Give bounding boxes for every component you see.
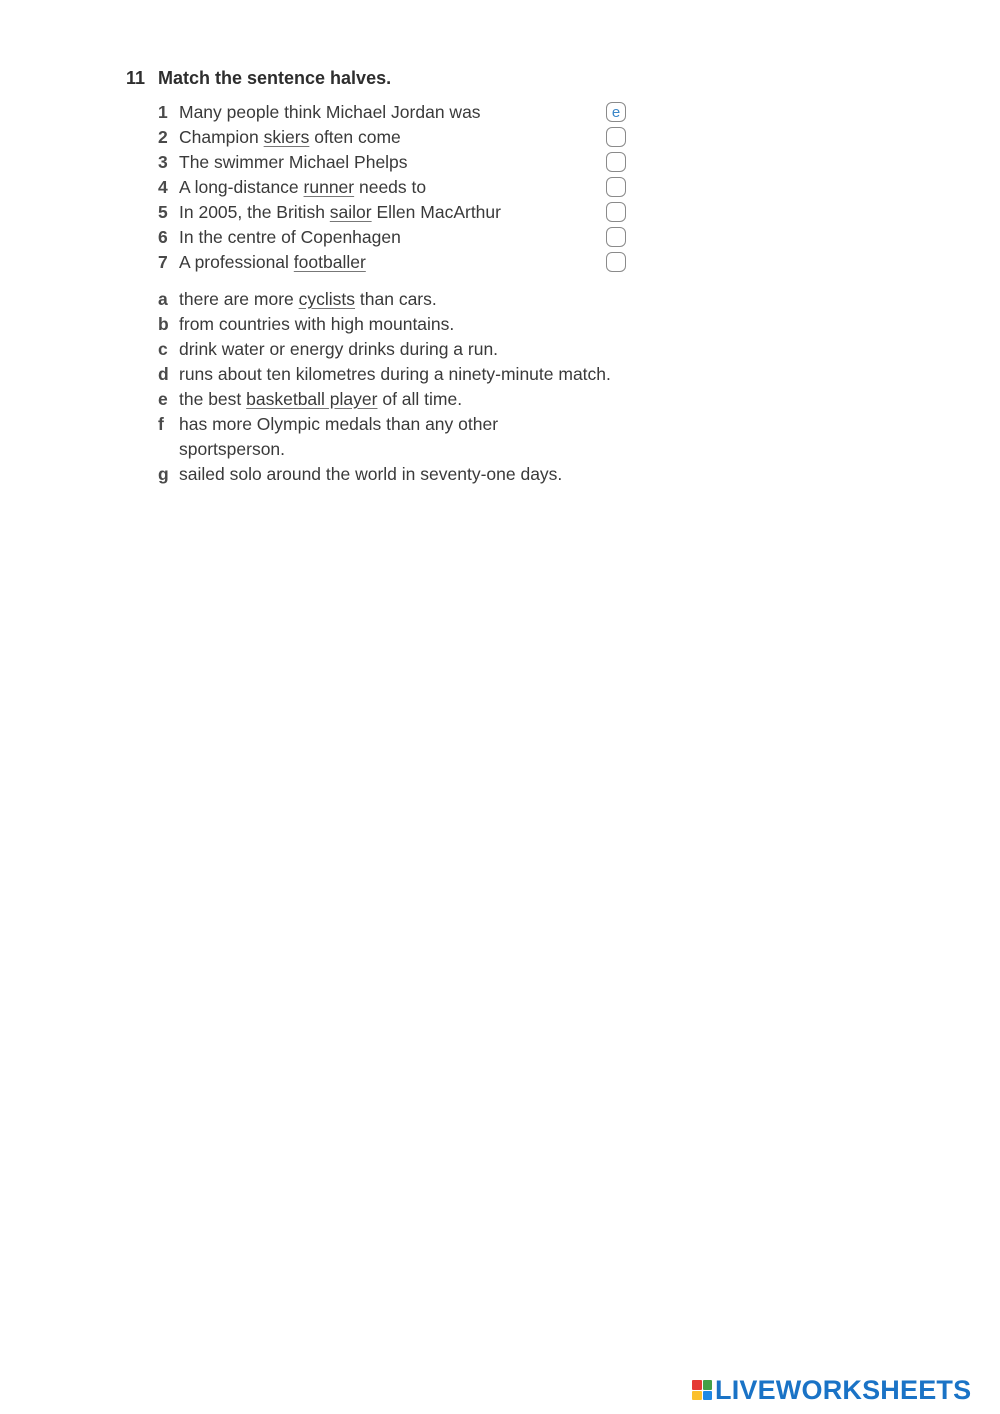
sentence-ending-text — [179, 389, 462, 410]
text-segment: sailed solo around the world in seventy-one days. — [179, 464, 563, 484]
text-segment: there are more — [179, 289, 299, 309]
sentence-beginning-text — [179, 252, 366, 273]
sentence-ending-text — [179, 314, 454, 335]
item-letter: b — [158, 314, 169, 334]
underlined-word: footballer — [293, 252, 366, 272]
item-number: 3 — [158, 152, 168, 172]
sentence-ending-row — [158, 287, 686, 312]
liveworksheets-brand — [692, 1374, 971, 1406]
text-segment: Many people think Michael Jordan was — [179, 102, 481, 122]
item-letter: c — [158, 339, 168, 359]
sentence-ending-row — [158, 312, 686, 337]
text-segment: runs about ten kilometres during a ninety-minute match. — [179, 364, 611, 384]
sentence-beginning-row — [158, 225, 686, 250]
sentence-ending-text — [179, 289, 437, 310]
sentence-beginning-text — [179, 152, 408, 173]
sentence-beginning-row — [158, 100, 686, 125]
logo-square — [703, 1391, 713, 1401]
sentence-beginning-row — [158, 200, 686, 225]
text-segment: The swimmer Michael Phelps — [179, 152, 408, 172]
sentence-ending-row — [158, 462, 686, 487]
sentence-ending-row — [158, 337, 686, 362]
sentence-beginning-text — [179, 127, 401, 148]
item-number: 2 — [158, 127, 168, 147]
logo-square — [692, 1391, 702, 1401]
text-segment: Ellen MacArthur — [371, 202, 501, 222]
text-segment: the best — [179, 389, 247, 409]
answer-box-2[interactable] — [606, 127, 626, 147]
text-segment: of all time. — [377, 389, 463, 409]
item-number: 7 — [158, 252, 168, 272]
answer-box-1[interactable] — [606, 102, 626, 122]
item-letter: a — [158, 289, 168, 309]
sentence-beginning-row — [158, 175, 686, 200]
sentence-beginning-text — [179, 102, 481, 123]
item-letter: d — [158, 364, 169, 384]
item-letter: g — [158, 464, 169, 484]
item-letter: f — [158, 414, 164, 434]
text-segment: drink water or energy drinks during a run. — [179, 339, 499, 359]
underlined-word: basketball player — [246, 389, 378, 409]
answer-box-4[interactable] — [606, 177, 626, 197]
underlined-word: sailor — [329, 202, 372, 222]
text-segment: often come — [309, 127, 401, 147]
answer-box-6[interactable] — [606, 227, 626, 247]
text-segment: A professional — [179, 252, 294, 272]
text-segment: Champion — [179, 127, 264, 147]
answer-box-7[interactable] — [606, 252, 626, 272]
sentence-ending-row — [158, 412, 686, 462]
text-segment: A long-distance — [179, 177, 304, 197]
underlined-word: skiers — [263, 127, 310, 147]
text-segment: from countries with high mountains. — [179, 314, 455, 334]
exercise-number: 11 — [126, 68, 146, 88]
underlined-word: runner — [303, 177, 355, 197]
item-letter: e — [158, 389, 168, 409]
logo-square — [703, 1380, 713, 1390]
sentence-beginning-text — [179, 202, 501, 223]
sentence-beginning-text — [179, 227, 401, 248]
sentence-ending-row — [158, 362, 686, 387]
answer-box-3[interactable] — [606, 152, 626, 172]
sentence-beginning-row — [158, 125, 686, 150]
sentence-beginnings-list — [158, 100, 686, 275]
item-number: 1 — [158, 102, 168, 122]
exercise-11 — [126, 68, 686, 487]
sentence-beginning-text — [179, 177, 426, 198]
sentence-ending-text — [179, 464, 562, 485]
sentence-ending-text — [179, 412, 549, 462]
answer-box-5[interactable] — [606, 202, 626, 222]
text-segment: has more Olympic medals than any other sportsperson. — [179, 414, 499, 459]
text-segment: In the centre of Copenhagen — [179, 227, 401, 247]
sentence-ending-text — [179, 339, 498, 360]
item-number: 5 — [158, 202, 168, 222]
item-number: 4 — [158, 177, 168, 197]
item-number: 6 — [158, 227, 168, 247]
brand-name: LIVEWORKSHEETS — [715, 1374, 972, 1405]
text-segment: needs to — [354, 177, 427, 197]
sentence-beginning-row — [158, 150, 686, 175]
text-segment: In 2005, the British — [179, 202, 330, 222]
underlined-word: cyclists — [298, 289, 356, 309]
sentence-beginning-row — [158, 250, 686, 275]
sentence-ending-text — [179, 364, 611, 385]
liveworksheets-logo-icon — [692, 1380, 712, 1400]
logo-square — [692, 1380, 702, 1390]
exercise-instruction: Match the sentence halves. — [158, 68, 392, 88]
exercise-header — [126, 68, 686, 96]
sentence-ending-row — [158, 387, 686, 412]
sentence-endings-list — [158, 287, 686, 487]
text-segment: than cars. — [355, 289, 437, 309]
